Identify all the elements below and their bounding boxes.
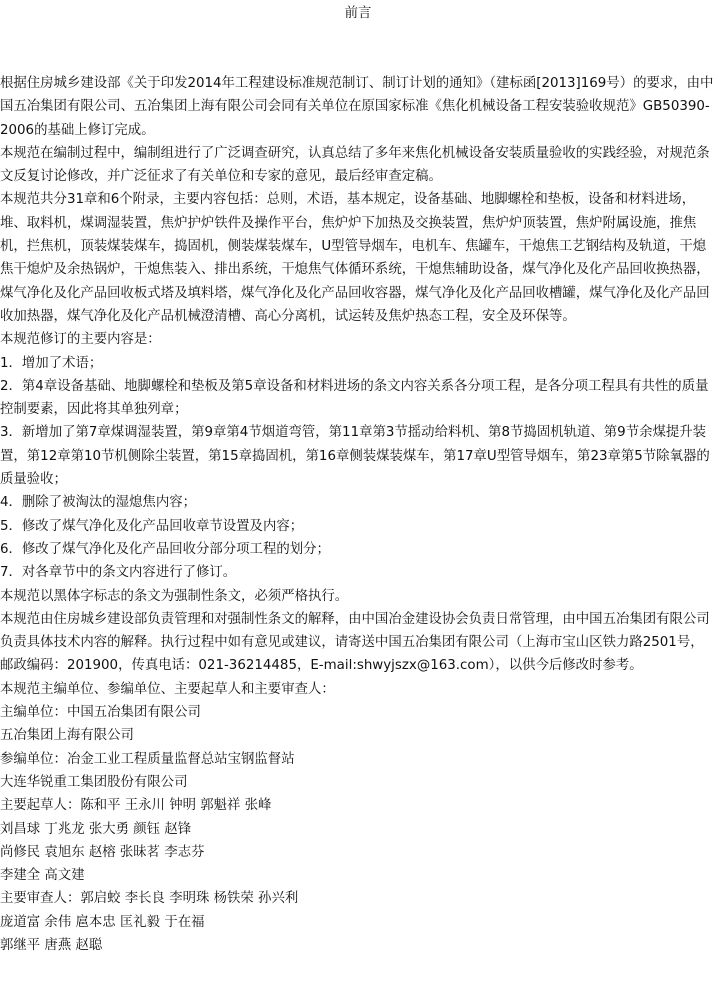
- paragraph-revision-intro: 本规范修订的主要内容是：: [0, 332, 161, 348]
- revision-item-6: 6．修改了煤气净化及化产品回收分部分项工程的划分；: [0, 541, 330, 557]
- reviewers-line-2: 庞道富 余伟 扈本忠 匡礼毅 于在福: [0, 914, 205, 930]
- paragraph-mandatory: 本规范以黑体字标志的条文为强制性条文，必须严格执行。: [0, 588, 349, 604]
- drafters-line-2: 刘昌球 丁兆龙 张大勇 颜钰 赵锋: [0, 821, 192, 837]
- drafters-line-1: 主要起草人：陈和平 王永川 钟明 郭魁祥 张峰: [0, 798, 272, 814]
- paragraph-contents: 本规范共分31章和6个附录，主要内容包括：总则，术语，基本规定，设备基础、地脚螺栓和垫板，设备和材料进场，堆、取料机，煤调湿装置，焦炉护炉铁件及操作平台，焦炉炉下加热及交换装置，焦炉炉顶装置，焦炉附属设施，推焦机，拦焦机，顶装煤装煤车，捣固机，侧装煤装煤车，U型管导烟车，电机车、焦罐车，干熄焦工艺钢结构及轨道，干熄焦干熄炉及余热锅炉，干熄焦装入、排出系统，干熄焦气体循环系统，干熄焦辅助设备，煤气净化及化产品回收换热器，煤气净化及化产品回收板式塔及填料塔，煤气净化及化产品回收容器，煤气净化及化产品回收槽罐，煤气净化及化产品回收加热器，煤气净化及化产品机械澄清槽、高心分离机，试运转及焦炉热态工程，安全及环保等。: [0, 192, 710, 324]
- participating-unit-2: 大连华锐重工集团股份有限公司: [0, 774, 188, 790]
- participating-unit: 参编单位：冶金工业工程质量监督总站宝钢监督站: [0, 751, 295, 767]
- revision-item-5: 5．修改了煤气净化及化产品回收章节设置及内容；: [0, 518, 304, 534]
- document-body: [0, 72, 716, 957]
- chief-editor-unit: 主编单位：中国五冶集团有限公司: [0, 705, 201, 721]
- revision-item-3: 3．新增加了第7章煤调湿装置，第9章第4节烟道弯管，第11章第3节摇动给料机、第8节捣固机轨道、第9节余煤提升装置，第12章第10节机侧除尘装置，第15章捣固机，第16章侧装煤装煤车，第17章U型管导烟车，第23章第5节除氧器的质量验收；: [0, 425, 710, 488]
- paragraph-process: 本规范在编制过程中，编制组进行了广泛调查研究，认真总结了多年来焦化机械设备安装质量验收的实践经验，对规范条文反复讨论修改，并广泛征求了有关单位和专家的意见，最后经审查定稿。: [0, 145, 710, 185]
- chief-editor-unit-2: 五冶集团上海有限公司: [0, 728, 134, 744]
- drafters-line-3: 尚修民 袁旭东 赵榕 张昧茗 李志芬: [0, 844, 205, 860]
- drafters-line-4: 李建全 高文建: [0, 868, 85, 884]
- revision-item-1: 1．增加了术语；: [0, 355, 103, 371]
- revision-item-4: 4．删除了被淘汰的湿熄焦内容；: [0, 495, 196, 511]
- reviewers-line-3: 郭继平 唐燕 赵聪: [0, 937, 103, 953]
- paragraph-basis: 根据住房城乡建设部《关于印发2014年工程建设标准规范制订、制订计划的通知》（建标函[2013]169号）的要求，由中国五冶集团有限公司、五冶集团上海有限公司会同有关单位在原国家标准《焦化机械设备工程安装验收规范》GB50390-2006的基础上修订完成。: [0, 76, 714, 138]
- revision-item-7: 7．对各章节中的条文内容进行了修订。: [0, 565, 237, 581]
- paragraph-participants-intro: 本规范主编单位、参编单位、主要起草人和主要审查人：: [0, 681, 335, 697]
- paragraph-management: 本规范由住房城乡建设部负责管理和对强制性条文的解释，由中国冶金建设协会负责日常管理，由中国五冶集团有限公司负责具体技术内容的解释。执行过程中如有意见或建议，请寄送中国五冶集团有限公司（上海市宝山区铁力路2501号，邮政编码：201900，传真电话：021-36214485，E-mail:shwyjszx@163.com），以供今后修改时参考。: [0, 611, 710, 674]
- revision-item-2: 2．第4章设备基础、地脚螺栓和垫板及第5章设备和材料进场的条文内容关系各分项工程，是各分项工程具有共性的质量控制要素，因此将其单独列章；: [0, 378, 709, 418]
- reviewers-line-1: 主要审查人：郭启蛟 李长良 李明珠 杨铁荣 孙兴利: [0, 891, 299, 907]
- document-title: 前言: [344, 6, 372, 21]
